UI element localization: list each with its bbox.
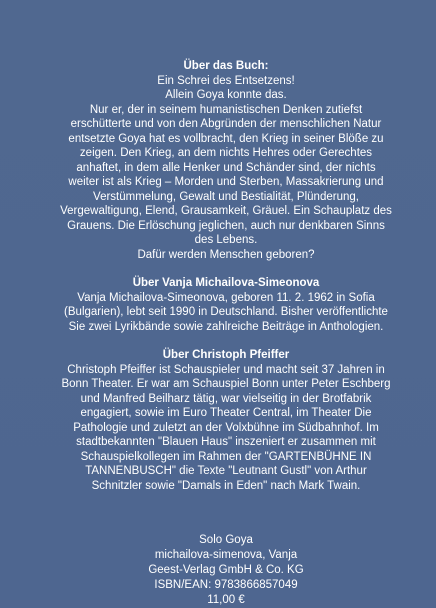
book-isbn: ISBN/EAN: 9783866857049	[154, 579, 298, 591]
section-body	[60, 74, 392, 263]
section-about-performer	[60, 348, 392, 493]
section-about-book	[60, 59, 392, 262]
book-price: 11,00 €	[207, 594, 245, 606]
paragraph: Nur er, der in seinem humanistischen Denken zutiefst erschütterte und von den Abgründen der menschlichen Natur entsetzte Goya hat es vollbracht, den Krieg in seiner Blöße zu zeigen. Den Krieg, an dem nichts Hehres oder Gerechtes anhaftet, in dem alle Henker und Schänder sind, der nichts weiter ist als Krieg – Morden und Sterben, Massakrierung und Verstümmelung, Gewalt und Bestialität, Plünderung, Vergewaltigung, Elend, Grausamkeit, Gräuel. Ein Schauplatz des Grauens. Die Erlöschung jeglichen, auch nur denkbaren Sinns des Lebens.	[60, 103, 392, 246]
section-title: Über Vanja Michailova-Simeonova	[132, 277, 320, 289]
section-title: Über Christoph Pfeiffer	[162, 349, 290, 361]
section-title: Über das Buch:	[183, 60, 269, 72]
publication-info	[60, 533, 392, 608]
book-publisher: Geest-Verlag GmbH & Co. KG	[148, 564, 304, 576]
book-title: Solo Goya	[199, 534, 253, 546]
paragraph: Ein Schrei des Entsetzens!	[157, 74, 295, 87]
section-body	[60, 291, 392, 335]
paragraph: Christoph Pfeiffer ist Schauspieler und macht seit 37 Jahren in Bonn Theater. Er war am Schauspiel Bonn unter Peter Eschberg und Manfred Beilharz tätig, war vielseitig in der Brotfabrik engagiert, sowie im Euro Theater Central, im Theater Die Pathologie und zuletzt an der Volxbühne im Südbahnhof. Im stadtbekannten "Blauen Haus" inszeniert er zusammen mit Schauspielkollegen im Rahmen der "GARTENBÜHNE IN TANNENBUSCH" die Texte "Leutnant Gustl" von Arthur Schnitzler sowie "Damals in Eden" nach Mark Twain.	[61, 363, 391, 492]
book-author: michailova-simenova, Vanja	[154, 549, 298, 561]
section-body	[60, 363, 392, 494]
back-cover-text	[60, 59, 392, 608]
paragraph: Allein Goya konnte das.	[165, 89, 287, 101]
paragraph: Vanja Michailova-Simeonova, geboren 11. 2. 1962 in Sofia (Bulgarien), lebt seit 1990 in Deutschland. Bisher veröffentlichte Sie zwei Lyrikbände sowie zahlreiche Beiträge in Anthologien.	[64, 291, 388, 333]
paragraph: Dafür werden Menschen geboren?	[137, 248, 315, 261]
section-about-author	[60, 276, 392, 334]
